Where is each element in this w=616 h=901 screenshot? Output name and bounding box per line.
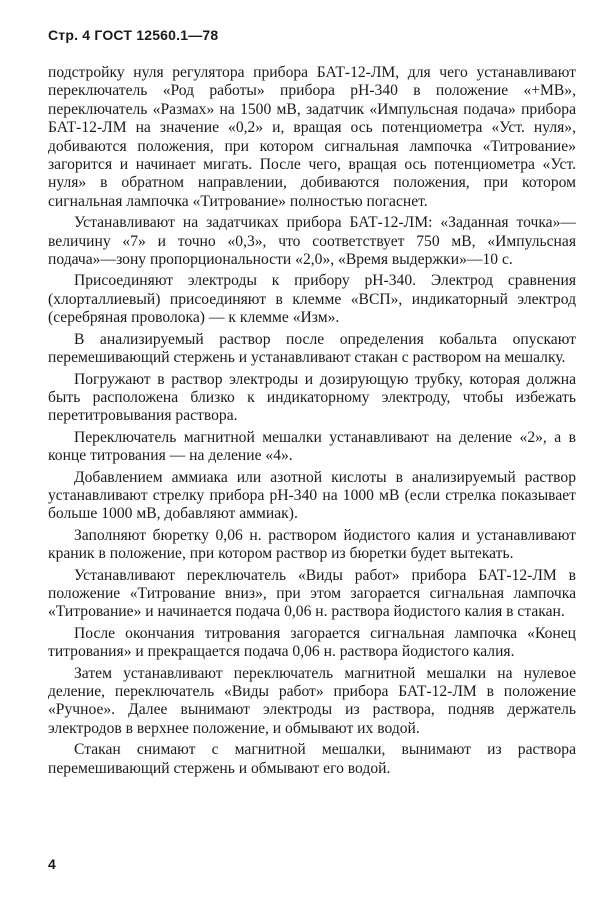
- paragraph-9: Устанавливают переключатель «Виды работ» прибора БАТ-12-ЛМ в положение «Титрование вниз», при этом загорается сигнальная лампочка «Титрование» и начинается подача 0,06 н. раствора йодистого калия в стакан.: [48, 566, 576, 621]
- paragraph-12: Стакан снимают с магнитной мешалки, вынимают из раствора перемешивающий стержень и обмывают его водой.: [48, 741, 576, 777]
- paragraph-1: подстройку нуля регулятора прибора БАТ-12-ЛМ, для чего устанавливают переключатель «Род работы» прибора pH-340 в положение «+MB», переключатель «Размах» на 1500 мВ, задатчик «Импульсная подача» прибора БАТ-12-ЛМ на значение «0,2» и, вращая ось потенциометра «Уст. нуля», добиваются положения, при котором сигнальная лампочка «Титрование» загорится и начинает мигать. После чего, вращая ось потенциометра «Уст. нуля» в обратном направлении, добиваются положения, при котором сигнальная лампочка «Титрование» полностью погаснет.: [48, 64, 576, 210]
- paragraph-5: Погружают в раствор электроды и дозирующую трубку, которая должна быть расположена близко к индикаторному электроду, чтобы избежать перетитровывания раствора.: [48, 370, 576, 425]
- page-header: Стр. 4 ГОСТ 12560.1—78: [48, 27, 219, 43]
- paragraph-2: Устанавливают на задатчиках прибора БАТ-12-ЛМ: «Заданная точка»—величину «7» и точно «0,3», что соответствует 750 мВ, «Импульсная подача»—зону пропорциональности «2,0», «Время выдержки»—10 с.: [48, 214, 576, 269]
- paragraph-10: После окончания титрования загорается сигнальная лампочка «Конец титрования» и прекращается подача 0,06 н. раствора йодистого калия.: [48, 624, 576, 661]
- paragraph-8: Заполняют бюретку 0,06 н. раствором йодистого калия и устанавливают краник в положение, при котором раствор из бюретки будет вытекать.: [48, 526, 576, 563]
- paragraph-3: Присоединяют электроды к прибору pH-340. Электрод сравнения (хлорталлиевый) присоединяют в клемме «ВСП», индикаторный электрод (серебряная проволока) — к клемме «Изм».: [48, 272, 576, 327]
- paragraph-6: Переключатель магнитной мешалки устанавливают на деление «2», а в конце титрования — на деление «4».: [48, 428, 576, 465]
- page-number: 4: [48, 856, 56, 872]
- paragraph-11: Затем устанавливают переключатель магнитной мешалки на нулевое деление, переключатель «Виды работ» прибора БАТ-12-ЛМ в положение «Ручное». Далее вынимают электроды из раствора, подняв держатель электродов в верхнее положение, и обмывают их водой.: [48, 664, 576, 737]
- paragraph-7: Добавлением аммиака или азотной кислоты в анализируемый раствор устанавливают стрелку прибора pH-340 на 1000 мВ (если стрелка показывает больше 1000 мВ, добавляют аммиак).: [48, 468, 576, 523]
- document-body: [48, 64, 576, 781]
- paragraph-4: В анализируемый раствор после определения кобальта опускают перемешивающий стержень и устанавливают стакан с раствором на мешалку.: [48, 330, 576, 367]
